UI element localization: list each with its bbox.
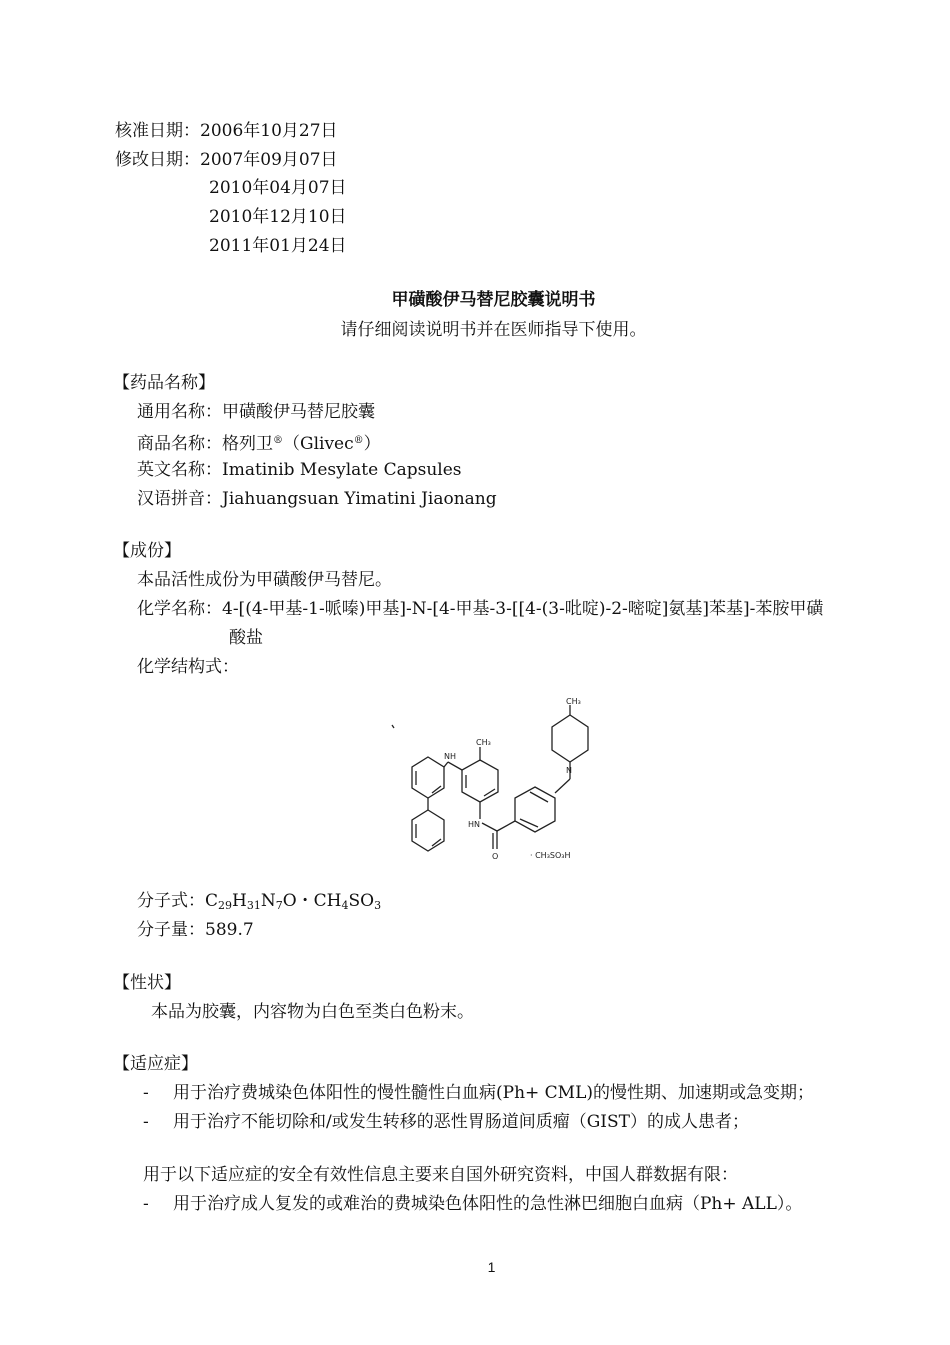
revision-date-line bbox=[115, 150, 338, 170]
active-ingredient-text: 本品活性成份为甲磺酸伊马替尼。 bbox=[137, 570, 392, 590]
approval-date-value: 2006年10月27日 bbox=[200, 121, 338, 141]
bullet-dash: - bbox=[143, 1112, 149, 1132]
indication-text: 用于治疗成人复发的或难治的费城染色体阳性的急性淋巴细胞白血病（Ph+ ALL）。 bbox=[173, 1194, 803, 1214]
trade-name-line bbox=[137, 431, 381, 454]
indication-text: 用于治疗费城染色体阳性的慢性髓性白血病(Ph+ CML)的慢性期、加速期或急变期； bbox=[173, 1083, 815, 1103]
generic-name-label: 通用名称： bbox=[137, 402, 222, 422]
english-name-value: Imatinib Mesylate Capsules bbox=[222, 460, 462, 480]
molecular-weight-label: 分子量： bbox=[137, 920, 205, 940]
registered-mark: ® bbox=[353, 435, 364, 446]
revision-date-value: 2007年09月07日 bbox=[200, 150, 338, 170]
indication-text: 用于治疗不能切除和/或发生转移的恶性胃肠道间质瘤（GIST）的成人患者； bbox=[173, 1112, 750, 1132]
page-number: 1 bbox=[487, 1259, 496, 1275]
trade-name-close: ） bbox=[363, 434, 381, 454]
chemical-name-line bbox=[137, 599, 823, 619]
section-heading-drug-name: 【药品名称】 bbox=[113, 373, 215, 393]
indication-item bbox=[143, 1194, 802, 1214]
trade-name-label: 商品名称： bbox=[137, 434, 222, 454]
molecular-weight-line bbox=[137, 920, 254, 940]
section-heading-composition: 【成份】 bbox=[113, 541, 181, 561]
structure-label-n: N bbox=[566, 766, 572, 775]
registered-mark: ® bbox=[273, 435, 283, 446]
english-name-line bbox=[137, 460, 462, 480]
generic-name-value: 甲磺酸伊马替尼胶囊 bbox=[222, 402, 375, 422]
pyrimidine-ring bbox=[412, 757, 444, 798]
description-text: 本品为胶囊，内容物为白色至类白色粉末。 bbox=[151, 1002, 474, 1022]
approval-date-line bbox=[115, 121, 338, 141]
pinyin-name-label: 汉语拼音： bbox=[137, 489, 222, 509]
section-heading-indications: 【适应症】 bbox=[113, 1054, 198, 1074]
structure-label-ch3-top: CH₃ bbox=[566, 697, 581, 706]
approval-date-label: 核准日期： bbox=[115, 121, 200, 141]
revision-date-value: 2010年04月07日 bbox=[209, 178, 347, 198]
piperazine-ring bbox=[552, 715, 588, 762]
indication-item bbox=[143, 1083, 814, 1103]
structure-label-ch3-mid: CH₃ bbox=[476, 738, 491, 747]
molecular-weight-value: 589.7 bbox=[205, 920, 254, 940]
pyridine-ring bbox=[412, 810, 444, 851]
chemical-structure-diagram bbox=[380, 695, 600, 870]
structure-label-hn: HN bbox=[468, 820, 480, 829]
molecular-formula-label: 分子式： bbox=[137, 891, 205, 911]
structure-label-o: O bbox=[492, 852, 499, 861]
molecular-formula-value: $C_{29}H_{31}N_7O$・$CH_4SO_3$ bbox=[205, 891, 382, 912]
molecular-formula-line bbox=[137, 891, 381, 916]
bullet-dash: - bbox=[143, 1083, 149, 1103]
english-name-label: 英文名称： bbox=[137, 460, 222, 480]
section-heading-description: 【性状】 bbox=[113, 973, 181, 993]
document-subtitle: 请仔细阅读说明书并在医师指导下使用。 bbox=[340, 320, 647, 340]
trade-name-value: 格列卫 bbox=[222, 434, 273, 454]
pinyin-name-value: Jiahuangsuan Yimatini Jiaonang bbox=[222, 489, 497, 509]
document-title: 甲磺酸伊马替尼胶囊说明书 bbox=[391, 290, 596, 310]
revision-date-value: 2011年01月24日 bbox=[209, 236, 347, 256]
chemical-name-label: 化学名称： bbox=[137, 599, 222, 619]
generic-name-line bbox=[137, 402, 375, 422]
pinyin-name-line bbox=[137, 489, 497, 509]
structure-label: 化学结构式： bbox=[137, 657, 239, 677]
trade-name-latin: （Glivec bbox=[283, 434, 354, 454]
structure-label-salt: · CH₃SO₃H bbox=[530, 851, 571, 860]
structure-label-nh: NH bbox=[444, 752, 456, 761]
revision-date-value: 2010年12月10日 bbox=[209, 207, 347, 227]
indication-item bbox=[143, 1112, 749, 1132]
revision-date-label: 修改日期： bbox=[115, 150, 200, 170]
chemical-name-value: 4-[(4-甲基-1-哌嗪)甲基]-N-[4-甲基-3-[[4-(3-吡啶)-2-嘧啶]氨基]苯基]-苯胺甲磺 bbox=[222, 599, 824, 619]
chemical-name-continuation: 酸盐 bbox=[229, 628, 263, 648]
indications-note: 用于以下适应症的安全有效性信息主要来自国外研究资料，中国人群数据有限： bbox=[143, 1165, 738, 1185]
benzene-ring-center bbox=[462, 760, 498, 802]
bullet-dash: - bbox=[143, 1194, 149, 1214]
